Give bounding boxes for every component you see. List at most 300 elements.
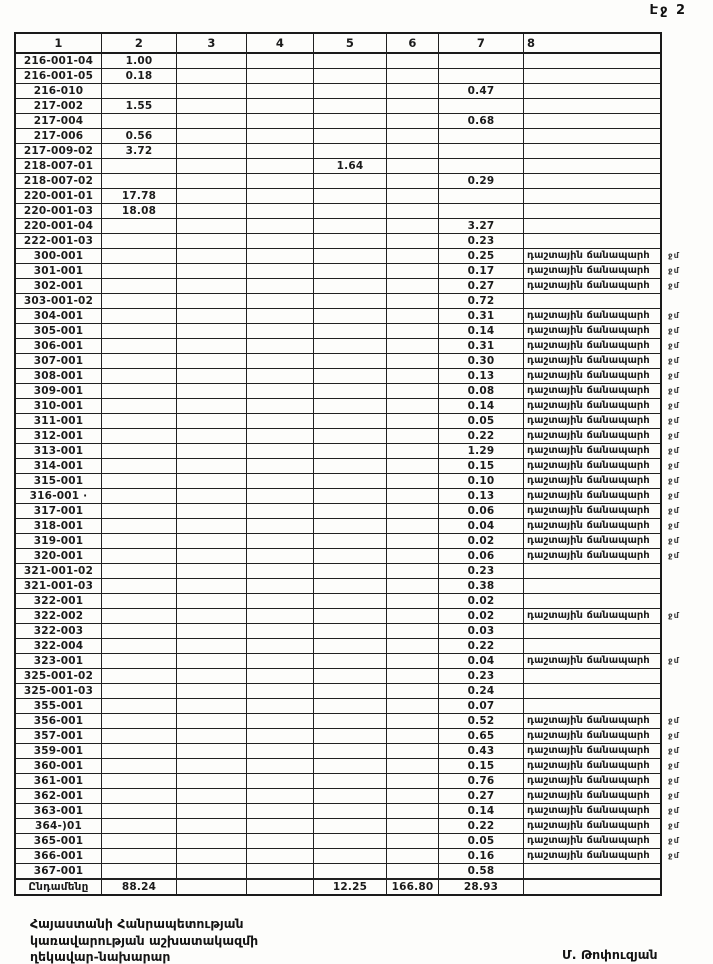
value-cell xyxy=(314,654,387,669)
value-cell xyxy=(439,69,524,84)
value-cell xyxy=(247,669,314,684)
table-row xyxy=(16,504,680,519)
parcel-code-cell: 220-001-03 xyxy=(16,204,102,219)
value-cell xyxy=(314,429,387,444)
value-cell xyxy=(247,609,314,624)
value-cell xyxy=(387,144,439,159)
value-cell: 28.93 xyxy=(439,879,524,894)
parcel-code-cell: 362-001 xyxy=(16,789,102,804)
value-cell xyxy=(177,579,247,594)
note-cell xyxy=(524,174,660,189)
note-cell: դաշտային ճանապարհ xyxy=(524,459,660,474)
value-cell: 0.13 xyxy=(439,369,524,384)
margin-annotation: ջմ xyxy=(668,836,680,845)
value-cell xyxy=(387,324,439,339)
value-cell xyxy=(247,879,314,894)
table-row xyxy=(16,204,660,219)
value-cell: 0.43 xyxy=(439,744,524,759)
parcel-code-cell: 216-010 xyxy=(16,84,102,99)
table-row xyxy=(16,684,660,699)
value-cell xyxy=(387,774,439,789)
value-cell xyxy=(247,579,314,594)
value-cell xyxy=(102,579,177,594)
note-cell: դաշտային ճանապարհ xyxy=(524,309,660,324)
value-cell xyxy=(177,639,247,654)
margin-annotation: ջմ xyxy=(668,791,680,800)
value-cell xyxy=(314,534,387,549)
value-cell xyxy=(387,399,439,414)
value-cell xyxy=(177,279,247,294)
value-cell xyxy=(387,264,439,279)
value-cell xyxy=(102,609,177,624)
issuer-line-1: Հայաստանի Հանրապետության xyxy=(30,916,244,931)
margin-annotation: ջմ xyxy=(668,851,680,860)
value-cell xyxy=(314,294,387,309)
value-cell xyxy=(387,339,439,354)
parcel-code-cell: 216-001-05 xyxy=(16,69,102,84)
value-cell: 0.06 xyxy=(439,504,524,519)
margin-annotation: ջմ xyxy=(668,521,680,530)
issuer-line-2: կառավարության աշխատակազմի xyxy=(30,932,259,948)
value-cell xyxy=(314,864,387,879)
value-cell xyxy=(314,354,387,369)
margin-annotation: ջմ xyxy=(668,431,680,440)
note-cell: դաշտային ճանապարհ xyxy=(524,534,660,549)
column-header-4: 4 xyxy=(247,34,314,54)
value-cell xyxy=(177,339,247,354)
note-cell xyxy=(524,114,660,129)
table-row xyxy=(16,354,680,369)
value-cell: 88.24 xyxy=(102,879,177,894)
margin-annotation: ջմ xyxy=(668,401,680,410)
value-cell xyxy=(387,354,439,369)
value-cell xyxy=(247,444,314,459)
value-cell xyxy=(102,459,177,474)
value-cell xyxy=(177,834,247,849)
value-cell xyxy=(177,789,247,804)
value-cell xyxy=(177,714,247,729)
table-row xyxy=(16,699,660,714)
table-row xyxy=(16,444,680,459)
value-cell: 0.16 xyxy=(439,849,524,864)
value-cell xyxy=(247,429,314,444)
value-cell xyxy=(102,219,177,234)
table-row xyxy=(16,294,660,309)
value-cell: 0.25 xyxy=(439,249,524,264)
value-cell xyxy=(387,534,439,549)
margin-annotation: ջմ xyxy=(668,551,680,560)
value-cell xyxy=(177,444,247,459)
value-cell xyxy=(247,219,314,234)
parcel-code-cell: 356-001 xyxy=(16,714,102,729)
value-cell: 0.24 xyxy=(439,684,524,699)
parcel-code-cell: 220-001-04 xyxy=(16,219,102,234)
value-cell xyxy=(439,99,524,114)
value-cell xyxy=(102,534,177,549)
value-cell xyxy=(387,279,439,294)
parcel-code-cell: 318-001 xyxy=(16,519,102,534)
parcel-code-cell: 312-001 xyxy=(16,429,102,444)
margin-annotation: ջմ xyxy=(668,341,680,350)
value-cell xyxy=(247,744,314,759)
value-cell xyxy=(177,414,247,429)
value-cell xyxy=(314,699,387,714)
parcel-code-cell: 319-001 xyxy=(16,534,102,549)
value-cell xyxy=(247,459,314,474)
value-cell xyxy=(247,699,314,714)
value-cell: 0.38 xyxy=(439,579,524,594)
value-cell xyxy=(247,414,314,429)
note-cell: դաշտային ճանապարհ xyxy=(524,759,660,774)
value-cell xyxy=(314,234,387,249)
parcel-table xyxy=(14,32,680,896)
value-cell xyxy=(387,729,439,744)
margin-annotation: ջմ xyxy=(668,281,680,290)
value-cell xyxy=(102,174,177,189)
value-cell xyxy=(387,459,439,474)
value-cell xyxy=(177,249,247,264)
value-cell xyxy=(102,309,177,324)
parcel-code-cell: Ընդամենը xyxy=(16,879,102,894)
value-cell xyxy=(247,384,314,399)
value-cell xyxy=(314,69,387,84)
note-cell xyxy=(524,99,660,114)
value-cell: 0.47 xyxy=(439,84,524,99)
value-cell xyxy=(314,279,387,294)
parcel-code-cell: 301-001 xyxy=(16,264,102,279)
note-cell: դաշտային ճանապարհ xyxy=(524,549,660,564)
value-cell xyxy=(314,624,387,639)
value-cell xyxy=(177,759,247,774)
value-cell xyxy=(177,624,247,639)
value-cell xyxy=(102,339,177,354)
value-cell xyxy=(102,444,177,459)
note-cell: դաշտային ճանապարհ xyxy=(524,744,660,759)
value-cell xyxy=(439,54,524,69)
value-cell: 0.68 xyxy=(439,114,524,129)
note-cell xyxy=(524,204,660,219)
value-cell xyxy=(387,84,439,99)
table-row xyxy=(16,249,680,264)
parcel-code-cell: 317-001 xyxy=(16,504,102,519)
value-cell xyxy=(387,369,439,384)
value-cell xyxy=(102,114,177,129)
value-cell: 0.04 xyxy=(439,654,524,669)
note-cell xyxy=(524,639,660,654)
table-row xyxy=(16,864,660,879)
value-cell xyxy=(387,699,439,714)
value-cell xyxy=(247,684,314,699)
value-cell: 0.56 xyxy=(102,129,177,144)
value-cell xyxy=(387,69,439,84)
note-cell: դաշտային ճանապարհ xyxy=(524,804,660,819)
note-cell xyxy=(524,144,660,159)
parcel-code-cell: 217-006 xyxy=(16,129,102,144)
table-header-row xyxy=(16,34,660,54)
value-cell: 0.02 xyxy=(439,609,524,624)
value-cell xyxy=(387,159,439,174)
value-cell xyxy=(177,309,247,324)
value-cell xyxy=(177,609,247,624)
table-row xyxy=(16,264,680,279)
value-cell xyxy=(314,789,387,804)
margin-annotation: ջմ xyxy=(668,311,680,320)
table-row xyxy=(16,84,660,99)
note-cell: դաշտային ճանապարհ xyxy=(524,399,660,414)
value-cell xyxy=(247,189,314,204)
column-header-3: 3 xyxy=(177,34,247,54)
parcel-code-cell: 364-)01 xyxy=(16,819,102,834)
note-cell xyxy=(524,684,660,699)
value-cell xyxy=(102,504,177,519)
value-cell: 0.17 xyxy=(439,264,524,279)
table-row xyxy=(16,744,680,759)
value-cell: 0.14 xyxy=(439,804,524,819)
note-cell xyxy=(524,879,660,894)
value-cell xyxy=(387,249,439,264)
note-cell: դաշտային ճանապարհ xyxy=(524,714,660,729)
value-cell xyxy=(314,324,387,339)
value-cell xyxy=(177,69,247,84)
value-cell xyxy=(387,789,439,804)
value-cell: 1.64 xyxy=(314,159,387,174)
value-cell xyxy=(314,384,387,399)
value-cell xyxy=(177,564,247,579)
note-cell xyxy=(524,579,660,594)
parcel-code-cell: 300-001 xyxy=(16,249,102,264)
value-cell: 0.10 xyxy=(439,474,524,489)
value-cell xyxy=(247,549,314,564)
table-row xyxy=(16,279,680,294)
total-row xyxy=(16,879,660,894)
note-cell: դաշտային ճանապարհ xyxy=(524,264,660,279)
table-row xyxy=(16,414,680,429)
value-cell xyxy=(387,414,439,429)
column-header-1: 1 xyxy=(16,34,102,54)
table-row xyxy=(16,759,680,774)
value-cell xyxy=(102,639,177,654)
value-cell xyxy=(314,804,387,819)
value-cell xyxy=(387,624,439,639)
value-cell xyxy=(177,84,247,99)
value-cell xyxy=(314,219,387,234)
value-cell xyxy=(102,699,177,714)
note-cell: դաշտային ճանապարհ xyxy=(524,774,660,789)
value-cell xyxy=(247,159,314,174)
table-body xyxy=(16,54,680,894)
value-cell: 0.04 xyxy=(439,519,524,534)
value-cell xyxy=(247,399,314,414)
table-row xyxy=(16,324,680,339)
value-cell xyxy=(314,579,387,594)
table-row xyxy=(16,99,660,114)
value-cell xyxy=(247,279,314,294)
value-cell xyxy=(177,189,247,204)
value-cell xyxy=(387,99,439,114)
table-row xyxy=(16,534,680,549)
page-number: Էջ 2 xyxy=(649,3,687,18)
value-cell xyxy=(102,384,177,399)
margin-annotation: ջմ xyxy=(668,506,680,515)
value-cell xyxy=(177,864,247,879)
parcel-code-cell: 303-001-02 xyxy=(16,294,102,309)
margin-annotation: ջմ xyxy=(668,611,680,620)
value-cell xyxy=(177,849,247,864)
value-cell xyxy=(314,129,387,144)
value-cell xyxy=(102,804,177,819)
value-cell: 0.27 xyxy=(439,279,524,294)
value-cell: 0.15 xyxy=(439,759,524,774)
value-cell xyxy=(387,489,439,504)
table-row xyxy=(16,609,680,624)
margin-annotation: ջմ xyxy=(668,656,680,665)
value-cell xyxy=(177,354,247,369)
value-cell xyxy=(387,579,439,594)
value-cell: 0.05 xyxy=(439,414,524,429)
value-cell xyxy=(177,129,247,144)
value-cell xyxy=(439,129,524,144)
value-cell xyxy=(177,534,247,549)
value-cell xyxy=(314,849,387,864)
note-cell: դաշտային ճանապարհ xyxy=(524,849,660,864)
value-cell xyxy=(314,399,387,414)
value-cell xyxy=(314,144,387,159)
issuer-block xyxy=(30,916,258,964)
parcel-code-cell: 217-004 xyxy=(16,114,102,129)
parcel-code-cell: 367-001 xyxy=(16,864,102,879)
value-cell xyxy=(314,669,387,684)
parcel-code-cell: 218-007-01 xyxy=(16,159,102,174)
value-cell xyxy=(247,774,314,789)
table-row xyxy=(16,54,660,69)
value-cell xyxy=(247,564,314,579)
value-cell xyxy=(387,189,439,204)
value-cell xyxy=(102,594,177,609)
value-cell xyxy=(177,204,247,219)
parcel-code-cell: 309-001 xyxy=(16,384,102,399)
value-cell xyxy=(102,279,177,294)
value-cell xyxy=(247,84,314,99)
value-cell xyxy=(102,774,177,789)
signatory-name: Մ. Թոփուզյան xyxy=(562,947,658,962)
value-cell xyxy=(314,489,387,504)
column-header-7: 7 xyxy=(439,34,524,54)
value-cell xyxy=(314,99,387,114)
value-cell xyxy=(439,159,524,174)
note-cell: դաշտային ճանապարհ xyxy=(524,384,660,399)
value-cell xyxy=(177,174,247,189)
parcel-code-cell: 302-001 xyxy=(16,279,102,294)
value-cell xyxy=(177,114,247,129)
parcel-code-cell: 315-001 xyxy=(16,474,102,489)
value-cell xyxy=(314,609,387,624)
value-cell: 0.15 xyxy=(439,459,524,474)
value-cell: 17.78 xyxy=(102,189,177,204)
value-cell: 0.27 xyxy=(439,789,524,804)
note-cell: դաշտային ճանապարհ xyxy=(524,324,660,339)
parcel-code-cell: 217-009-02 xyxy=(16,144,102,159)
margin-annotation: ջմ xyxy=(668,266,680,275)
value-cell xyxy=(177,159,247,174)
note-cell: դաշտային ճանապարհ xyxy=(524,444,660,459)
value-cell xyxy=(387,849,439,864)
value-cell xyxy=(247,474,314,489)
table-row xyxy=(16,114,660,129)
value-cell: 0.22 xyxy=(439,639,524,654)
table-row xyxy=(16,174,660,189)
parcel-code-cell: 366-001 xyxy=(16,849,102,864)
value-cell xyxy=(102,264,177,279)
note-cell: դաշտային ճանապարհ xyxy=(524,414,660,429)
value-cell xyxy=(102,519,177,534)
parcel-code-cell: 314-001 xyxy=(16,459,102,474)
value-cell xyxy=(102,249,177,264)
table-row xyxy=(16,654,680,669)
value-cell xyxy=(247,819,314,834)
value-cell xyxy=(247,834,314,849)
value-cell xyxy=(102,624,177,639)
value-cell xyxy=(387,204,439,219)
value-cell: 1.00 xyxy=(102,54,177,69)
value-cell xyxy=(247,639,314,654)
note-cell: դաշտային ճանապարհ xyxy=(524,519,660,534)
parcel-code-cell: 322-002 xyxy=(16,609,102,624)
value-cell xyxy=(387,444,439,459)
table-row xyxy=(16,804,680,819)
value-cell xyxy=(177,879,247,894)
value-cell xyxy=(247,759,314,774)
parcel-code-cell: 322-003 xyxy=(16,624,102,639)
note-cell: դաշտային ճանապարհ xyxy=(524,474,660,489)
value-cell xyxy=(247,204,314,219)
parcel-code-cell: 322-001 xyxy=(16,594,102,609)
parcel-code-cell: 325-001-03 xyxy=(16,684,102,699)
value-cell: 0.02 xyxy=(439,534,524,549)
value-cell xyxy=(247,264,314,279)
value-cell xyxy=(102,744,177,759)
note-cell: դաշտային ճանապարհ xyxy=(524,729,660,744)
value-cell xyxy=(102,324,177,339)
table-row xyxy=(16,474,680,489)
note-cell: դաշտային ճանապարհ xyxy=(524,489,660,504)
value-cell xyxy=(387,294,439,309)
margin-annotation: ջմ xyxy=(668,761,680,770)
value-cell xyxy=(387,609,439,624)
note-cell xyxy=(524,699,660,714)
note-cell: դաշտային ճանապարհ xyxy=(524,819,660,834)
margin-annotation: ջմ xyxy=(668,476,680,485)
parcel-code-cell: 321-001-02 xyxy=(16,564,102,579)
value-cell: 0.30 xyxy=(439,354,524,369)
value-cell xyxy=(247,714,314,729)
value-cell xyxy=(314,729,387,744)
value-cell xyxy=(177,54,247,69)
value-cell: 0.31 xyxy=(439,309,524,324)
note-cell: դաշտային ճանապարհ xyxy=(524,354,660,369)
margin-annotation: ջմ xyxy=(668,251,680,260)
value-cell xyxy=(387,504,439,519)
parcel-code-cell: 217-002 xyxy=(16,99,102,114)
value-cell xyxy=(102,669,177,684)
note-cell xyxy=(524,189,660,204)
value-cell xyxy=(177,474,247,489)
value-cell xyxy=(387,834,439,849)
column-header-6: 6 xyxy=(387,34,439,54)
margin-annotation: ջմ xyxy=(668,806,680,815)
value-cell xyxy=(177,819,247,834)
table-row xyxy=(16,459,680,474)
parcel-code-cell: 316-001 · xyxy=(16,489,102,504)
